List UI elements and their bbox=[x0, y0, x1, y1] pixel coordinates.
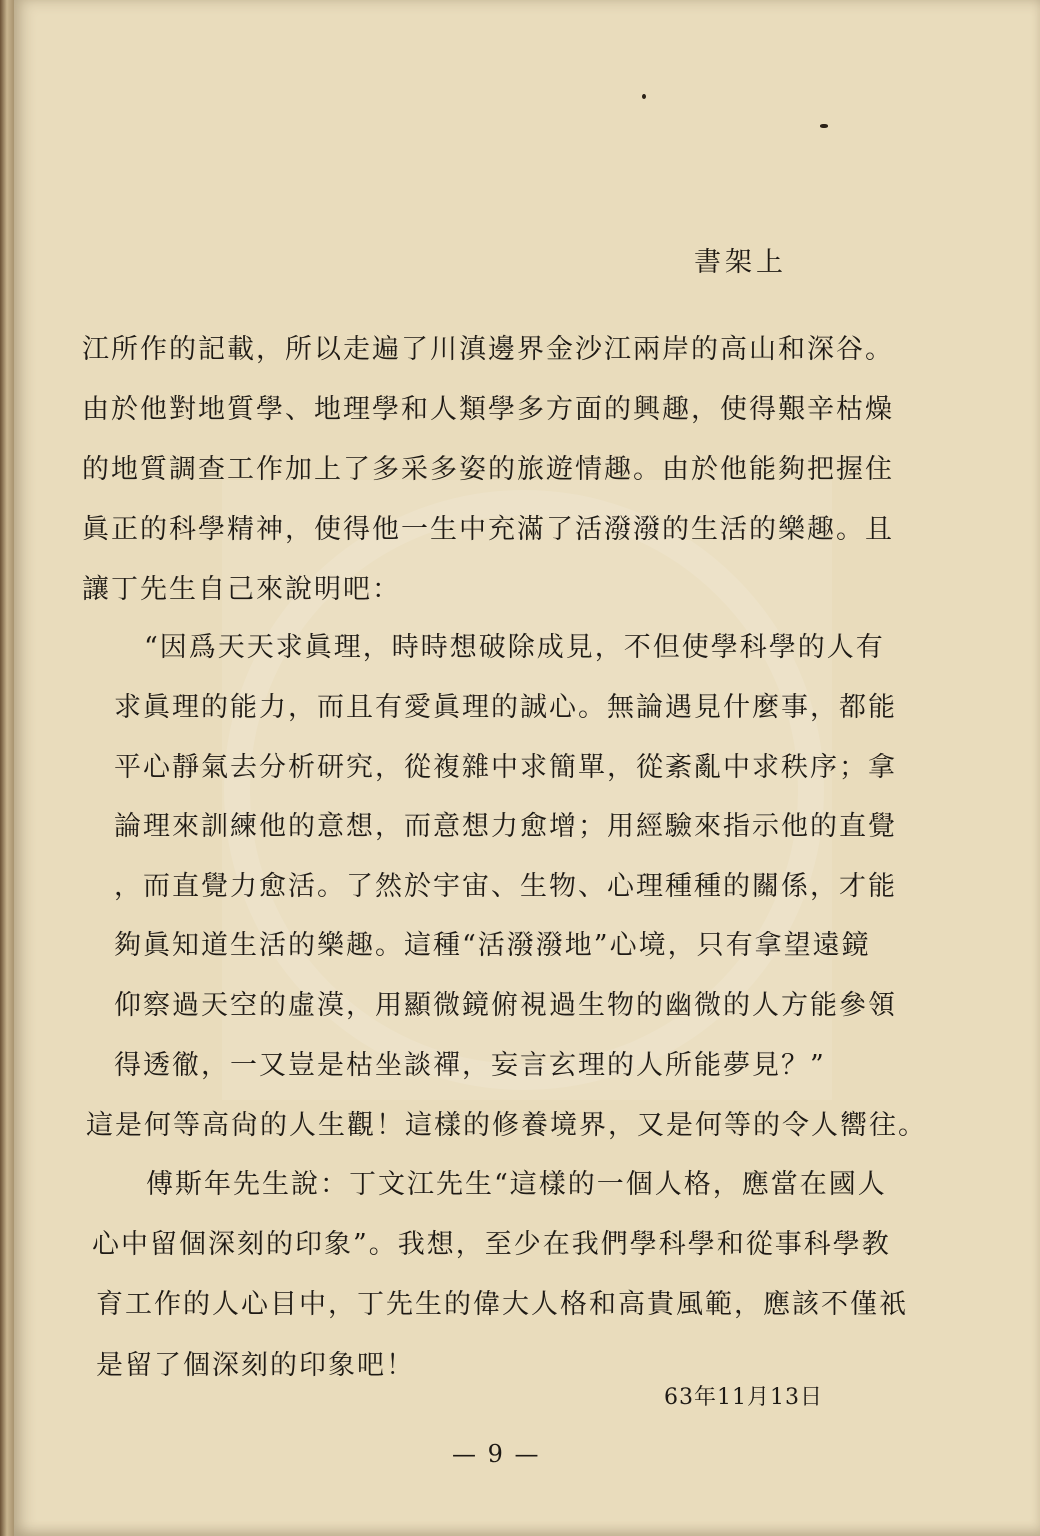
quote-line: 得透徹，一又豈是枯坐談禪，妄言玄理的人所能夢見？” bbox=[114, 1050, 826, 1081]
date-signature: 63年11月13日 bbox=[664, 1385, 823, 1410]
book-page bbox=[14, 0, 1040, 1536]
page-binding-edge bbox=[0, 0, 14, 1536]
quote-line: 仰察過天空的虛漠，用顯微鏡俯視過生物的幽微的人方能參領 bbox=[114, 990, 897, 1021]
paragraph-line: 的地質調查工作加上了多采多姿的旅遊情趣。由於他能夠把握住 bbox=[82, 454, 894, 485]
paragraph-line: 江所作的記載，所以走遍了川滇邊界金沙江兩岸的高山和深谷。 bbox=[82, 334, 894, 365]
quote-line: 論理來訓練他的意想，而意想力愈增；用經驗來指示他的直覺 bbox=[114, 811, 897, 842]
paragraph-line: 由於他對地質學、地理學和人類學多方面的興趣，使得艱辛枯燥 bbox=[82, 394, 894, 425]
paragraph-line: 這是何等高尙的人生觀！這樣的修養境界，又是何等的令人嚮往。 bbox=[86, 1110, 927, 1141]
quote-line: ，而直覺力愈活。了然於宇宙、生物、心理種種的關係，才能 bbox=[114, 871, 897, 902]
paragraph-line: 育工作的人心目中，丁先生的偉大人格和高貴風範，應該不僅祇 bbox=[96, 1289, 908, 1320]
quote-line: 求眞理的能力，而且有愛眞理的誠心。無論遇見什麼事，都能 bbox=[114, 692, 897, 723]
ink-speck bbox=[820, 124, 828, 128]
page-number: — 9 — bbox=[452, 1440, 541, 1468]
paragraph-line: 眞正的科學精神，使得他一生中充滿了活潑潑的生活的樂趣。且 bbox=[82, 514, 894, 545]
paragraph-line: 讓丁先生自己來說明吧： bbox=[82, 574, 401, 605]
running-head: 書架上 bbox=[694, 247, 787, 278]
quote-line: 平心靜氣去分析研究，從複雜中求簡單，從紊亂中求秩序；拿 bbox=[114, 752, 897, 783]
paragraph-line: 傅斯年先生說：丁文江先生“這樣的一個人格，應當在國人 bbox=[146, 1169, 887, 1200]
quote-line: “因爲天天求眞理，時時想破除成見，不但使學科學的人有 bbox=[144, 632, 885, 663]
ink-speck bbox=[642, 94, 646, 99]
paragraph-line: 心中留個深刻的印象”。我想，至少在我們學科學和從事科學教 bbox=[92, 1229, 891, 1260]
quote-line: 夠眞知道生活的樂趣。這種“活潑潑地”心境，只有拿望遠鏡 bbox=[114, 930, 871, 961]
paragraph-line: 是留了個深刻的印象吧！ bbox=[96, 1350, 415, 1381]
